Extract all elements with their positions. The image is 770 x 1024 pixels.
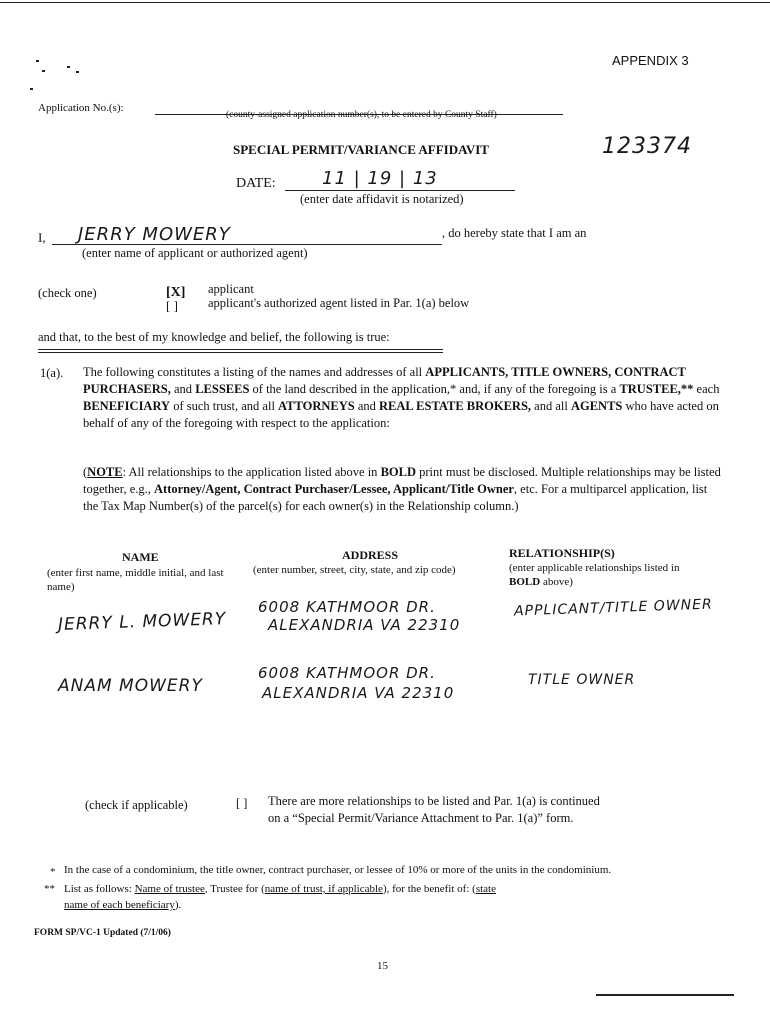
footnote-1-text: In the case of a condominium, the title owner, contract purchaser, or lessee of 10% or more of the units in the condominium. [64, 864, 612, 876]
footnote-2-mark: ** [44, 883, 55, 895]
declarant-caption: (enter name of applicant or authorized agent) [82, 246, 308, 260]
scan-speck [30, 88, 33, 90]
footnote-1-mark: * [50, 866, 56, 878]
bottom-right-rule [596, 994, 734, 996]
check-one-label: (check one) [38, 286, 97, 300]
section-number: 1(a). [40, 366, 64, 380]
appendix-label: APPENDIX 3 [612, 53, 689, 68]
scan-speck [76, 71, 79, 73]
relationship-column-header: RELATIONSHIP(S) [509, 546, 615, 560]
applicant-option-label: applicant [208, 282, 254, 296]
address-column-subheader: (enter number, street, city, state, and zip code) [253, 564, 456, 576]
footnote-2-text: List as follows: Name of trustee, Trustee for (name of trust, if applicable), for the benefit of: (state name of each beneficiary). [64, 883, 496, 911]
page-title: SPECIAL PERMIT/VARIANCE AFFIDAVIT [233, 142, 489, 157]
form-id: FORM SP/VC-1 Updated (7/1/06) [34, 928, 171, 938]
application-number-label: Application No.(s): [38, 102, 124, 114]
declarant-name: JERRY MOWERY [78, 224, 231, 245]
continuation-checkbox[interactable]: [ ] [236, 796, 248, 810]
row-name: ANAM MOWERY [58, 676, 203, 696]
declarant-suffix: , do hereby state that I am an [442, 226, 587, 240]
scan-speck [67, 66, 70, 68]
top-border [0, 2, 770, 3]
name-column-subheader: (enter first name, middle initial, and last name) [47, 567, 224, 593]
section-divider-1 [38, 349, 443, 350]
row-name: JERRY L. MOWERY [57, 609, 227, 635]
address-column-header: ADDRESS [342, 548, 399, 562]
agent-checkbox[interactable]: [ ] [166, 298, 178, 313]
agent-option-label: applicant's authorized agent listed in Par. 1(a) below [208, 296, 470, 310]
row-relationship: TITLE OWNER [528, 672, 636, 688]
row-address-line-1: 6008 KATHMOOR DR. [258, 598, 436, 616]
scan-speck [36, 60, 39, 62]
row-relationship: APPLICANT/TITLE OWNER [513, 596, 713, 620]
section-divider-2 [38, 352, 443, 353]
declarant-prefix: I, [38, 230, 46, 245]
application-number-caption: (county-assigned application number(s), to be entered by County Staff) [226, 110, 497, 120]
row-address-line-2: ALEXANDRIA VA 22310 [268, 616, 461, 634]
section-1a-note: (NOTE: All relationships to the application listed above in BOLD print must be disclosed. Multiple relationships may be listed together, e.g., Attorney/Agent, Contract Purchaser/Lessee, Applicant/Title Owner, etc. For a multiparcel application, list the Tax Map Number(s) of the parcel(s) for each owner(s) in the Relationship column.) [83, 465, 721, 513]
handwritten-application-number: 123374 [602, 134, 692, 159]
continuation-label: (check if applicable) [85, 798, 188, 812]
declarant-line [52, 244, 442, 245]
date-line [285, 190, 515, 191]
knowledge-statement: and that, to the best of my knowledge and belief, the following is true: [38, 330, 390, 344]
page-number: 15 [377, 960, 388, 972]
name-column-header: NAME [122, 550, 159, 564]
scan-speck [42, 70, 45, 72]
applicant-checkbox[interactable]: [X] [166, 285, 186, 300]
section-1a-paragraph: The following constitutes a listing of the names and addresses of all APPLICANTS, TITLE OWNERS, CONTRACT PURCHASERS, and LESSEES of the land described in the application,* and, if any of the foregoing is a TRUSTEE,** each BENEFICIARY of such trust, and all ATTORNEYS and REAL ESTATE BROKERS, and all AGENTS who have acted on behalf of any of the foregoing with respect to the application: [83, 365, 720, 430]
continuation-text-line-2: on a “Special Permit/Variance Attachment to Par. 1(a)” form. [268, 811, 574, 825]
date-label: DATE: [236, 176, 276, 191]
row-address-line-1: 6008 KATHMOOR DR. [258, 664, 436, 682]
date-value: 11 | 19 | 13 [322, 168, 438, 189]
row-address-line-2: ALEXANDRIA VA 22310 [262, 684, 455, 702]
continuation-text-line-1: There are more relationships to be listed and Par. 1(a) is continued [268, 794, 600, 808]
relationship-column-subheader: (enter applicable relationships listed in BOLD above) [509, 562, 680, 588]
date-caption: (enter date affidavit is notarized) [300, 192, 464, 206]
